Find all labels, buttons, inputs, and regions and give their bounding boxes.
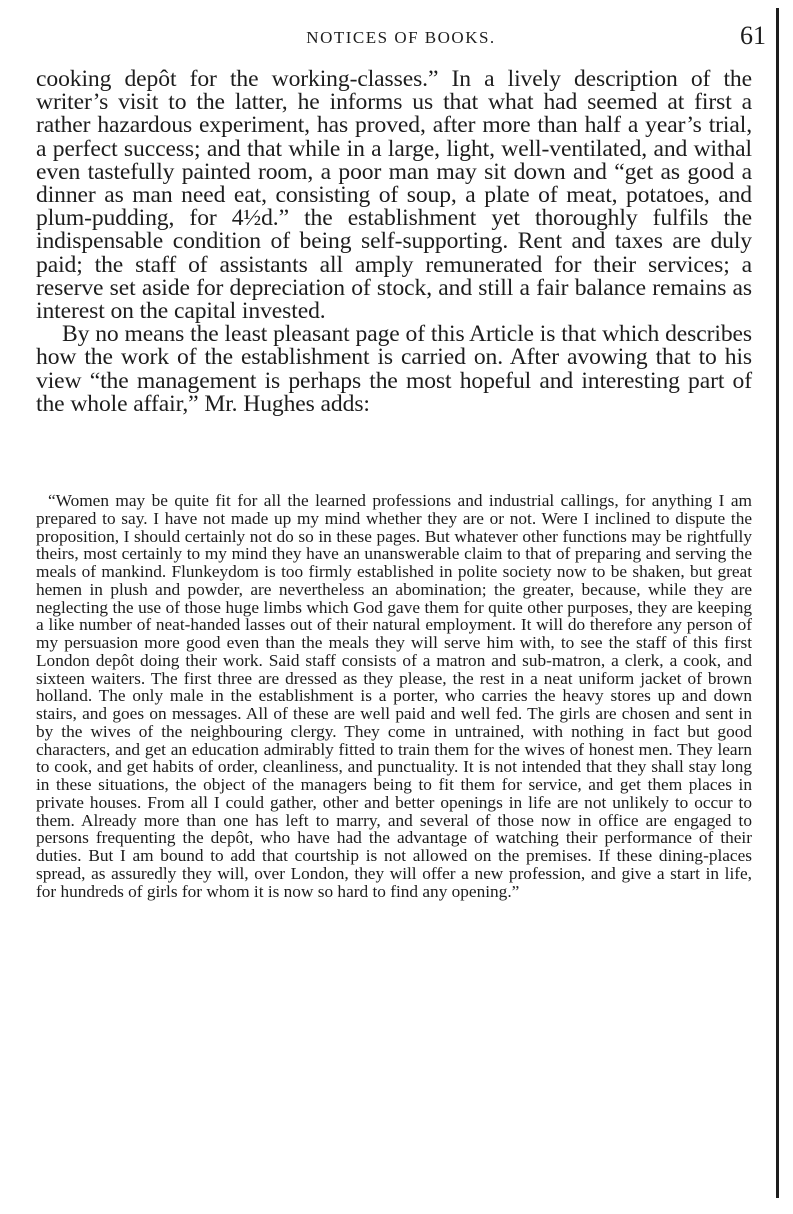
quotation-text: “Women may be quite fit for all the learned professions and industrial callings, for anything I am prepared to say. I have not made up my mind whether they are or not. Were I inclined to dispute the proposition, I should certainly not do so in these pages. But whatever other functions may be rightfully theirs, most certainly to my mind they have an unanswerable claim to that of preparing and serving the meals of mankind. Flunkeydom is too firmly established in polite society now to be shaken, but great hemen in plush and powder, are nevertheless an abomination; the greater, because, while they are neglecting the use of those huge limbs which God gave them for quite other purposes, they are keeping a like number of neat-handed lasses out of their natural employment. It will do therefore any person of my persuasion more good even than the meals they will serve him with, to see the staff of this first London depôt doing their work. Said staff consists of a matron and sub-matron, a clerk, a cook, and sixteen waiters. The first three are dressed as they please, the rest in a neat uniform jacket of brown holland. The only male in the establishment is a porter, who carries the heavy stores up and down stairs, and goes on messages. All of these are well paid and well fed. The girls are chosen and sent in by the wives of the neighbouring clergy. They come in untrained, with nothing in fact but good characters, and get an education admirably fitted to train them for the wives of honest men. They learn to cook, and get habits of order, cleanliness, and punctuality. It is not intended that they shall stay long in these situations, the object of the managers being to fit them for service, and get them places in private houses. From all I could gather, other and better openings in life are not unlikely to occur to them. Already more than one has left to marry, and several of those now in office are engaged to persons frequenting the depôt, who have had the advantage of watching their performance of their duties. But I am bound to add that courtship is not allowed on the premises. If these dining-places spread, as assuredly they will, over London, they will offer a new profession, and give a start in life, for hundreds of girls for whom it is now so hard to find any opening.” [36,491,752,901]
page-edge-rule [776,8,779,1198]
page-header [36,21,766,54]
paragraph-article-intro: By no means the least pleasant page of this Article is that which describes how the work of the establishment is carried on. After avowing that to his view “the management is perhaps the most hopeful and interesting part of the whole affair,” Mr. Hughes adds: [36,321,752,417]
page-number: 61 [740,21,766,50]
block-quotation [36,492,752,900]
running-head: NOTICES OF BOOKS. [306,28,496,47]
main-text [36,68,752,416]
paragraph-continued: cooking depôt for the working-classes.” In a lively description of the writer’s visit to the latter, he informs us that what had seemed at first a rather hazardous experiment, has proved, after more than half a year’s trial, a perfect success; and that while in a large, light, well-ventilated, and withal even tastefully painted room, a poor man may sit down and “get as good a dinner as man need eat, consisting of soup, a plate of meat, potatoes, and plum-pudding, for 4½d.” the establishment yet thoroughly fulfils the indispensable condition of being self-supporting. Rent and taxes are duly paid; the staff of assistants all amply remunerated for their services; a reserve set aside for depreciation of stock, and still a fair balance remains as interest on the capital invested. [36,66,752,325]
